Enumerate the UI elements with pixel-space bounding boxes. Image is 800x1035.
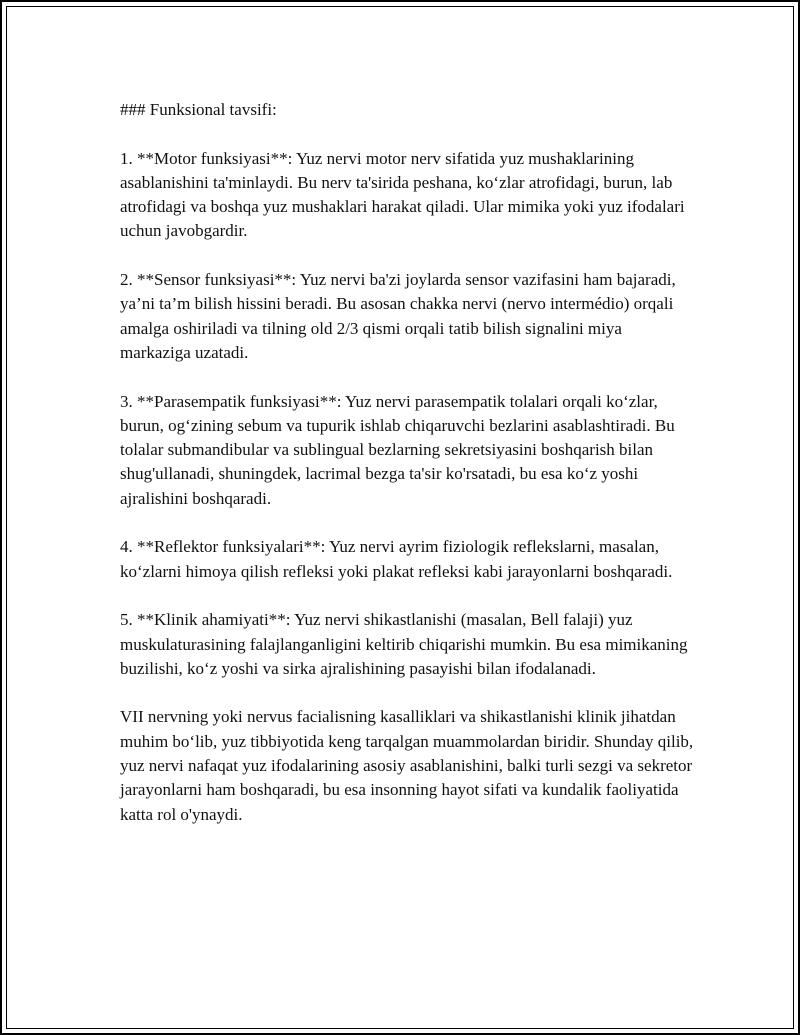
paragraph-sensor-function: 2. **Sensor funksiyasi**: Yuz nervi ba'zi joylarda sensor vazifasini ham bajaradi, ya’ni ta’m bilish hissini beradi. Bu asosan chakka nervi (nervo intermédio) orqali amalga oshiriladi va tilning old 2/3 qismi orqali tatib bilish signalini miya markaziga uzatadi. bbox=[120, 270, 676, 362]
paragraph-parasympathetic-function: 3. **Parasempatik funksiyasi**: Yuz nervi parasempatik tolalari orqali ko‘zlar, burun, og‘zining sebum va tupurik ishlab chiqaruvchi bezlarini asablashtiradi. Bu tolalar submandibular va sublingual bezlarning sekretsiyasini boshqarish bilan shug'ullanadi, shuningdek, lacrimal bezga ta'sir ko'rsatadi, bu esa ko‘z yoshi ajralishini boshqaradi. bbox=[120, 391, 675, 508]
paragraph-clinical-significance: 5. **Klinik ahamiyati**: Yuz nervi shikastlanishi (masalan, Bell falaji) yuz muskulaturasining falajlanganligini keltirib chiqarishi mumkin. Bu esa mimikaning buzilishi, ko‘z yoshi va sirka ajralishining pasayishi bilan ifodalanadi. bbox=[120, 610, 688, 678]
document-body bbox=[120, 98, 695, 851]
paragraph-motor-function: 1. **Motor funksiyasi**: Yuz nervi motor nerv sifatida yuz mushaklarining asablanishini ta'minlaydi. Bu nerv ta'sirida peshana, ko‘zlar atrofidagi, burun, lab atrofidagi va boshqa yuz mushaklari harakat qiladi. Ular mimika yoki yuz ifodalari uchun javobgardir. bbox=[120, 148, 685, 241]
paragraph-reflex-functions: 4. **Reflektor funksiyalari**: Yuz nervi ayrim fiziologik reflekslarni, masalan, ko‘zlarni himoya qilish refleksi yoki plakat refleksi kabi jarayonlarni boshqaradi. bbox=[120, 537, 673, 581]
section-heading: ### Funksional tavsifi: bbox=[120, 100, 277, 119]
paragraph-conclusion: VII nervning yoki nervus facialisning kasalliklari va shikastlanishi klinik jihatdan muhim bo‘lib, yuz tibbiyotida keng tarqalgan muammolardan biridir. Shunday qilib, yuz nervi nafaqat yuz ifodalarining asosiy asablanishini, balki turli sezgi va sekretor jarayonlarni ham boshqaradi, bu esa insonning hayot sifati va kundalik faoliyatida katta rol o'ynaydi. bbox=[120, 707, 694, 824]
